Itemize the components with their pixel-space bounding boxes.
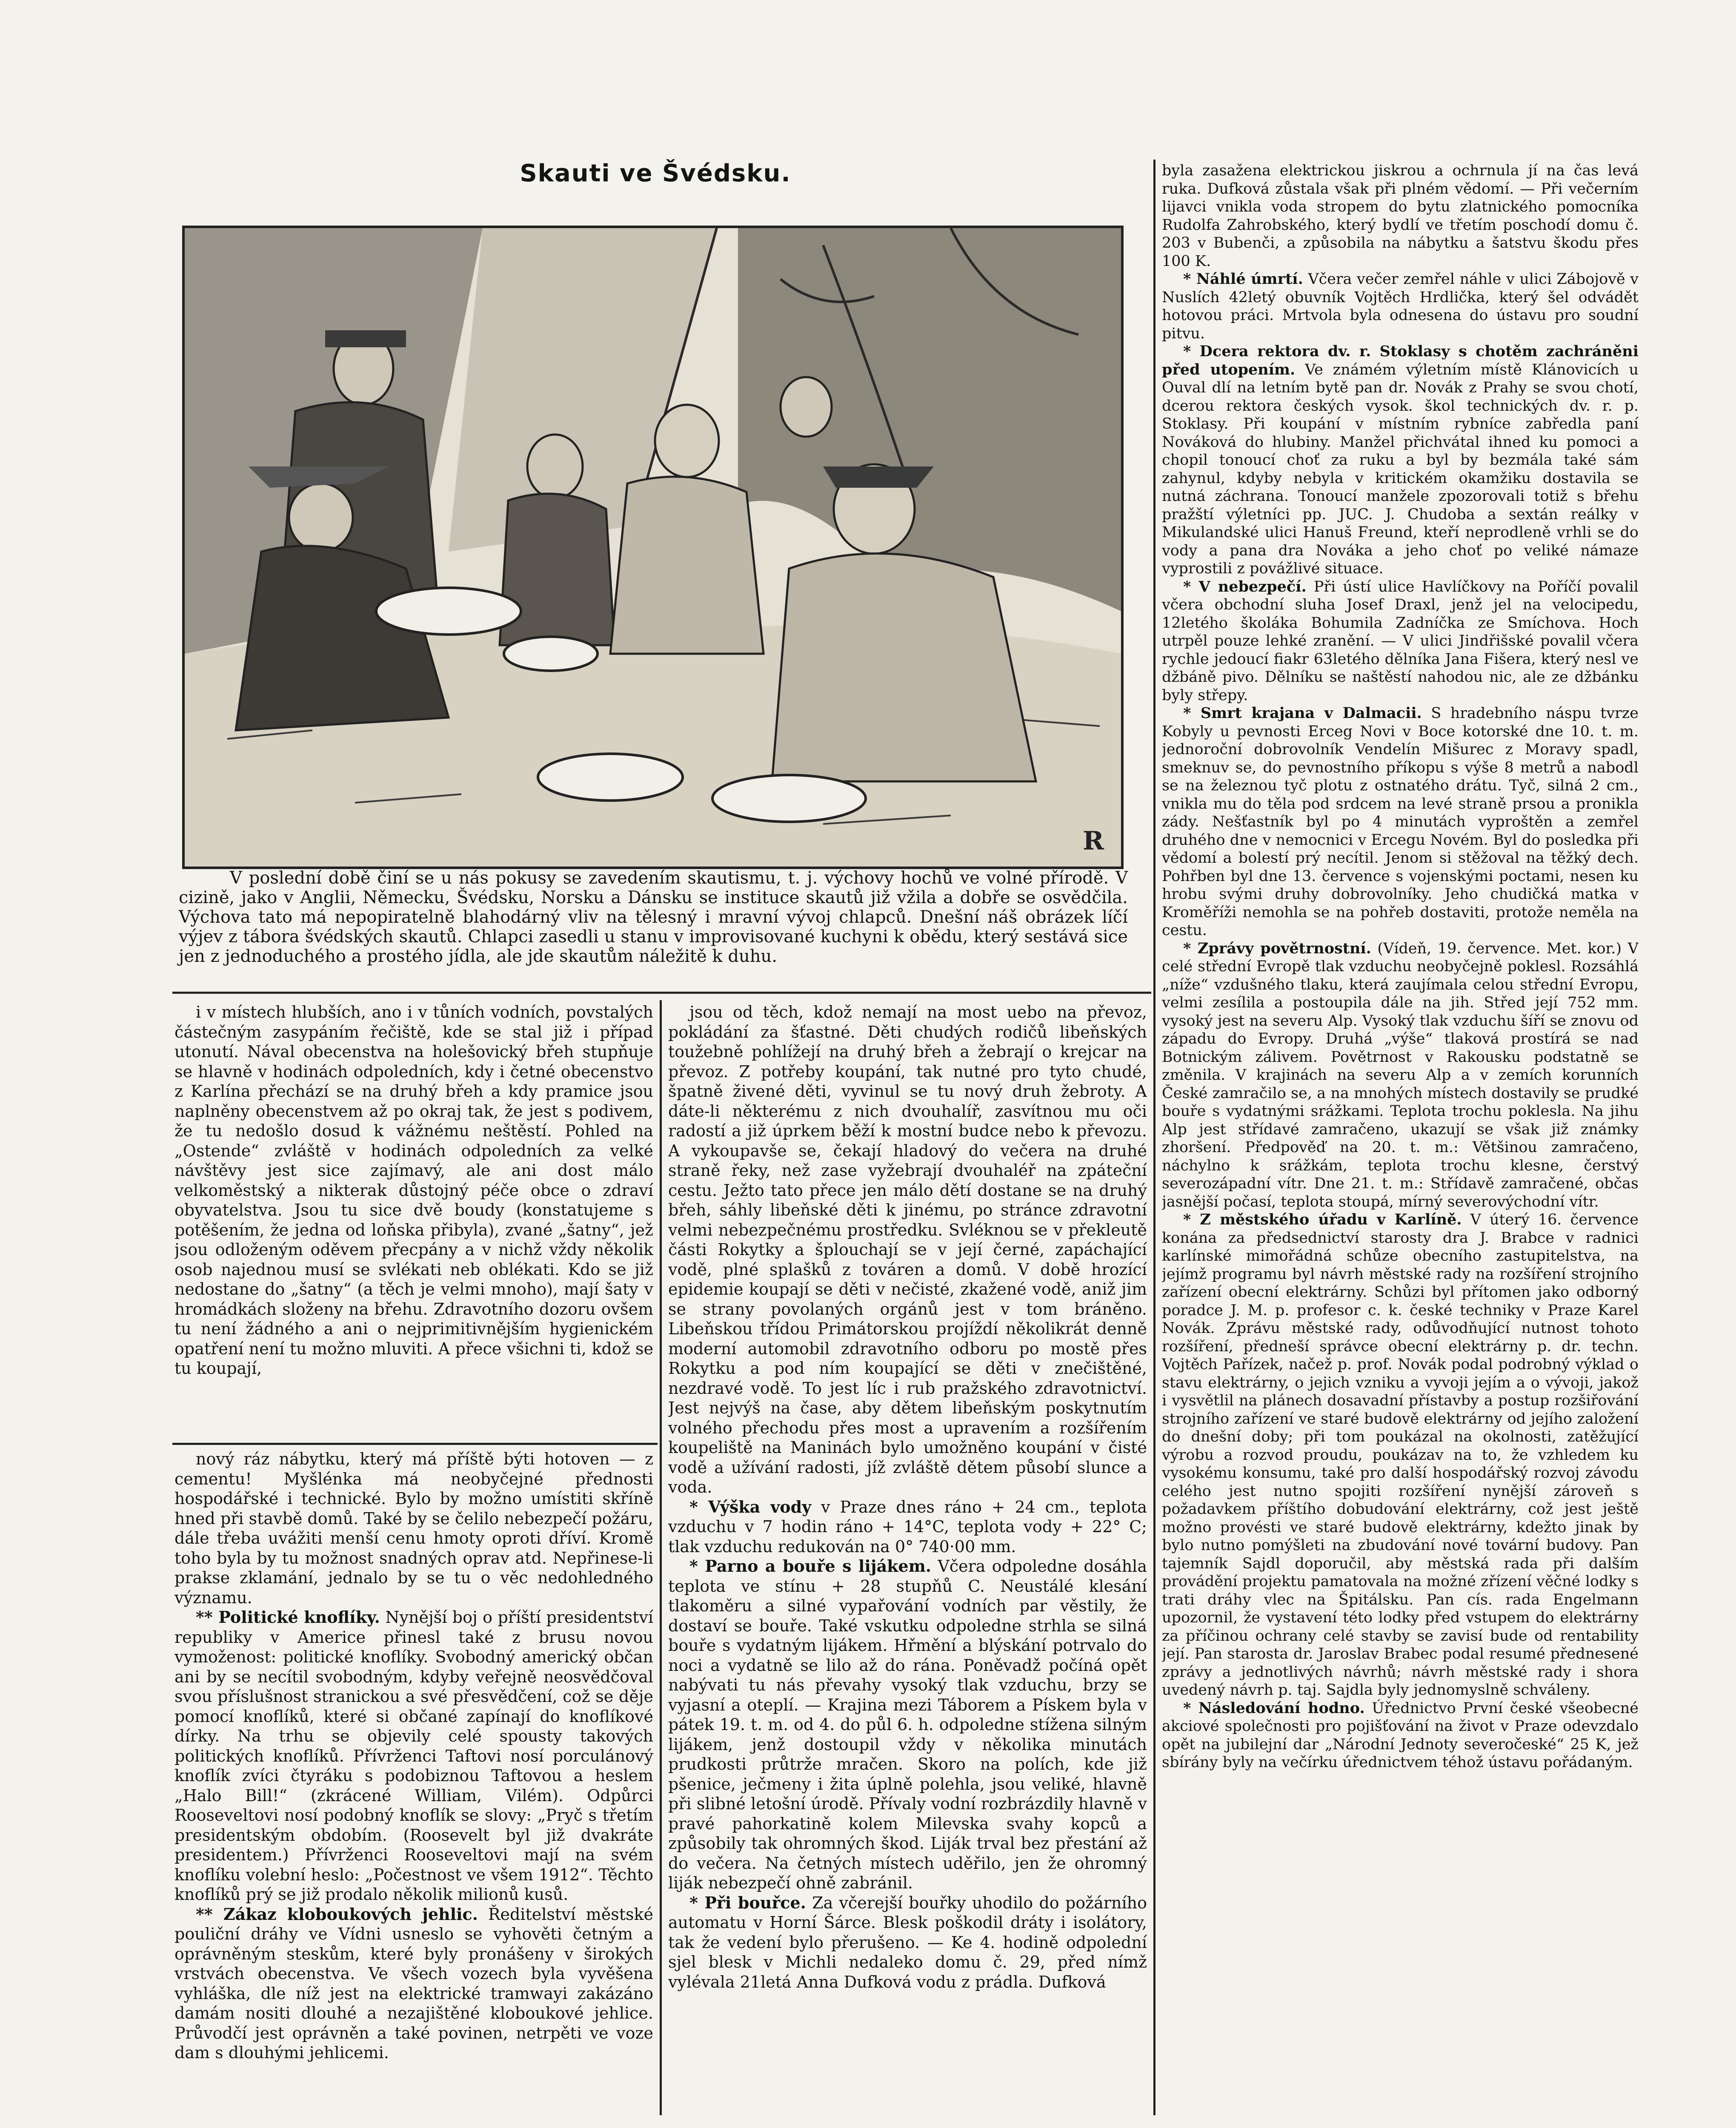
section-divider bbox=[172, 992, 1151, 994]
news-text: Včera odpoledne dosáhla teplota ve stínu + 28 stupňů C. Neustálé klesání tlakoměru a silné vypařování vodních par věstily, že dostaví se bouře. Také vskutku odpoledne strhla se silná bouře s vydatným lijákem. Hřmění a blýskání potrvalo do noci a vydatně se lilo až do rána. Poněvadž počíná opět nabývati tu nás převahy vysoký tlak vzduchu, brzy se vyjasní a oteplí. — Krajina mezi Táborem a Pískem byla v pátek 19. t. m. od 4. do půl 6. h. odpoledne stížena silným lijákem, jenž dostoupil vždy v několika minutách prudkosti průtrže mračen. Skoro na polích, kde již pšenice, ječmeny i žita úplně polehla, jsou veliké, hlavně při slibné letošní úrodě. Přívaly vodní rozbrázdily hlavně v pravé pahorkatině kolem Milevska svahy kopců a způsobily tak ohromných škod. Liják trval bez přestání až do večera. Na četných místech uděřilo, jen že ohromný liják nebezpečí ohně zabránil. bbox=[668, 1557, 1147, 1892]
scouts-eating-drawing bbox=[185, 228, 1121, 867]
news-heading: * V nebezpečí. bbox=[1183, 578, 1307, 595]
news-text: V úterý 16. července konána za předsednictví starosty dra J. Brabce v radnici karlínské mimořádná schůze obecního zastupitelstva, na jejímž programu byl návrh městské rady na rozšíření strojního zařízení obecní elektrárny. Schůzi byl přítomen jako odborný poradce J. M. p. profesor c. k. české techniky v Praze Karel Novák. Zprávu městské rady, odůvodňující nutnost tohoto rozšíření, předneší správce obecní elektrárny p. dr. techn. Vojtěch Pařízek, načež p. prof. Novák podal podrobný výklad o stavu elektrárny, o jejich vzniku a vyvoji jejím a o vývoji, jakož i vysvětlil na plánech dosavadní přístavby a postup rozšiřování strojního zařízení ve staré budově elektrárny od jejího založení do dnešní doby; při tom poukázal na okolnosti, zatěžující výrobu a rozvod proudu, poukázav na to, že vzhledem ku vysokému konsumu, také pro další hospodářský rozvoj závodu celého jest nutno spojiti rozšíření nynější zároveň s požadavkem příštího dobudování elektrárny, což jest ještě možno provésti ve staré budově elektrárny, kdežto jinak by bylo nutno pomýšleti na zbudování nové tovární budovy. Pan tajemník Sajdl doporučil, aby městská rada při dalším provádění projektu pamatovala na možné zřízení věčné lodky s trati dráhy vlec na Špitálsku. Pan cís. rada Engelmann upozornil, že vystavení této lodky před vstupem do elektrárny za příčinou ochrany celé stavby se zavisí bude od rentability její. Pan starosta dr. Jaroslav Brabec podal resumé přednesené zprávy a jednotlivých návrhů; návrh městské rady i shora uvedený návrh p. taj. Sajdla byly jednomyslně schváleny. bbox=[1162, 1211, 1639, 1699]
bleed-through-text bbox=[213, 153, 220, 178]
news-text: Ředitelství městské pouliční dráhy ve Vídni usneslo se vyhověti četným a oprávněným steskům, které byly pronášeny v širokých vrstvách obecenstva. Ve všech vozech byla vyvěšena vyhláška, dle níž jest na elektrické tramwayi zakázáno damám nositi dlouhé a nezajištěné kloboukové jehlice. Průvodčí jest oprávněn a také povinen, netrpěti ve voze dam s dlouhými jehlicemi. bbox=[174, 1905, 653, 2062]
news-heading: ** Politické knoflíky. bbox=[196, 1607, 380, 1627]
illustration-caption: V poslední době činí se u nás pokusy se zavedením skautismu, t. j. výchovy hochů ve volné přírodě. V cizině, jako v Anglii, Německu, Švédsku, Norsku a Dánsku se instituce skautů již vžila a dobře se osvědčila. Výchova tato má nepopiratelně blahodárný vliv na tělesný i mravní vývoj chlapců. Dnešní náš obrázek líčí výjev z tábora švédských skautů. Chlapci zasedli u stanu v improvisované kuchyni k obědu, který sestává sice jen z jednoduchého a prostého jídla, ale jde skautům náležitě k duhu. bbox=[179, 868, 1128, 966]
news-text: (Vídeň, 19. července. Met. kor.) V celé střední Evropě tlak vzduchu neobyčejně poklesl. Rozsáhlá „níže“ vzdušného tlaku, která zaujímala celou střední Evropu, velmi zesílila a postoupila dále na jih. Střed její 752 mm. vysoký jest na severu Alp. Vysoký tlak vzduchu šíří se znovu od západu do Evropy. Druhá „výše“ tlaková prostírá se nad Botnickým zálivem. Povětrnost v Rakousku podstatně se změnila. V krajinách na severu Alp a v zemích korunních České zamračilo se, a na mnohých místech dostavily se prudké bouře s vydatnými srážkami. Teplota trochu poklesla. Na jihu Alp jest střídavé zamračeno, ukazují se však již známky zhoršení. Předpověď na 20. t. m.: Většinou zamračeno, náchylno k srážkám, teplota trochu klesne, čerstvý severozápadní vítr. Dne 21. t. m.: Střídavě zamračené, občas jasnější počasí, teplota stoupá, mírný severovýchodní vítr. bbox=[1162, 940, 1639, 1210]
column-divider bbox=[660, 1000, 662, 2115]
article-paragraph: byla zasažena elektrickou jiskrou a ochrnula jí na čas levá ruka. Dufková zůstala však při plném vědomí. — Při večerním lijavci vnikla voda stropem do bytu zlatnického pomocníka Rudolfa Zahrobského, který bydlí ve třetím poschodí domu č. 203 v Bubenči, a způsobila na nábytku a šatstvu škodu přes 100 K. bbox=[1162, 162, 1639, 270]
news-text: Ve známém výletním místě Klánovicích u Ouval dlí na letním bytě pan dr. Novák z Prahy se svou chotí, dcerou rektora českých vysok. škol technických dv. r. p. Stoklasy. Při koupání v místním rybníce zabředla paní Nováková do hlubiny. Manžel přichvátal ihned ku pomoci a chopil tonoucí choť za ruku a byl by bezmála také sám zahynul, kdyby nebyla v kritickém okamžiku dostavila se nutná záchrana. Tonoucí manžele zpozorovali totiž s břehu pražští výletníci pp. JUC. J. Chudoba a sextán reálky v Mikulandské ulici Hanuš Freund, kteří neprodleně vrhli se do vody a pana dra Nováka a jeho choť po veliké námaze vyprostili z povážlivé situace. bbox=[1162, 361, 1639, 577]
article-paragraph: jsou od těch, kdož nemají na most uebo na převoz, pokládání za šťastné. Děti chudých rodičů libeňských toužebně pohlížejí na druhý břeh a žebrají o krejcar na převoz. Z potřeby koupání, tak nutné pro tyto chudé, špatně živené děti, vyvinul se tu nový druh žebroty. A dáte-li některému z nich dvouhalíř, zasvítnou mu oči radostí a již úprkem běží k mostní budce nebo k převozu. A vykoupavše se, čekají hladový do večera na druhé straně řeky, než zase vyžebrají dvouhaléř na zpáteční cestu. Ježto tato přece jen málo dětí dostane se na druhý břeh, sáhly libeňské děti k jinému, po stránce zdravotní velmi nebezpečnému prostředku. Svléknou se v překleutě části Rokytky a šplouchají se v její černé, zapáchající vodě, plné splašků z továren a domů. V době hrozící epidemie koupají se děti v nečisté, zkažené vodě, aniž jim se strany povolaných orgánů jest v tom bráněno. Libeňskou třídou Primátorskou projíždí několikrát denně moderní automobil zdravotního odboru po mostě přes Rokytku a pod ním koupající se děti v znečištěné, nezdravé vodě. To jest líc i rub pražského zdravotnictví. Jest nejvýš na čase, aby dětem libeňským poskytnutím volného přechodu přes most a upravením a rozšířením koupeliště na Maninách bylo umožněno koupání v čisté vodě a užívání radosti, jíž zvláště dětem působí slunce a voda. bbox=[668, 1003, 1147, 1496]
column-2 bbox=[668, 1002, 1147, 2126]
column-1-bottom bbox=[174, 1449, 653, 2126]
news-heading: * Z městského úřadu v Karlíně. bbox=[1183, 1211, 1462, 1228]
news-heading: * Následování hodno. bbox=[1183, 1699, 1365, 1717]
column-divider bbox=[1153, 160, 1155, 2115]
news-text: Včera večer zemřel náhle v ulici Zábojově v Nuslích 42letý obuvník Vojtěch Hrdlička, který šel odvádět hotovou práci. Mrtvola byla odnesena do ústavu pro soudní pitvu. bbox=[1162, 271, 1639, 342]
column-3 bbox=[1162, 162, 1639, 2126]
news-text: v Praze dnes ráno + 24 cm., teplota vzduchu v 7 hodin ráno + 14°C, teplota vody + 22° C; tlak vzduchu redukován na 0° 740·00 mm. bbox=[668, 1497, 1147, 1556]
news-text: Nynější boj o příští presidentství republiky v Americe přinesl také z brusu novou vymoženost: politické knoflíky. Svobodný americký občan ani by se necítil svobodným, kdyby veřejně neosvědčoval svou příslušnost stranickou a své přesvědčení, což se děje pomocí knoflíků, které si občané zapínají do knoflíkové dírky. Na trhu se objevily celé spousty takových politických knoflíků. Přívrženci Taftovi nosí porculánový knoflík zvíci čtyráku s podobiznou Taftovou a heslem „Halo Bill!“ (zkrácené William, Vilém). Odpůrci Rooseveltovi nosí podobný knoflík se slovy: „Pryč s třetím presidentským obdobím. (Roosevelt byl již dvakráte presidentem.) Přívrženci Rooseveltovi mají na svém knoflíku volební heslo: „Počestnost ve všem 1912“. Těchto knoflíků prý se již prodalo několik milionů kusů. bbox=[174, 1608, 653, 1904]
news-text: Úřednictvo První české všeobecné akciové společnosti pro pojišťování na život v Praze odevzdalo opět na jubilejní dar „Národní Jednoty severočeské“ 25 K, jež sbírány byly na večírku úřednictvem téhož ústavu pořádaným. bbox=[1162, 1699, 1639, 1771]
news-text: Za včerejší bouřky uhodilo do požárního automatu v Horní Šárce. Blesk poškodil dráty i isolátory, tak že vedení bylo přerušeno. — Ke 4. hodině odpolední sjel blesk v Michli nedaleko domu č. 29, před nímž vylévala 21letá Anna Dufková vodu z prádla. Dufková bbox=[668, 1893, 1147, 1991]
illustrator-signature: R bbox=[1083, 826, 1104, 856]
article-title: Skauti ve Švédsku. bbox=[520, 160, 791, 187]
news-heading: * Smrt krajana v Dalmacii. bbox=[1183, 704, 1422, 722]
column-1-top bbox=[174, 1002, 653, 1439]
news-heading: * Výška vody bbox=[689, 1497, 812, 1516]
news-heading: * Parno a bouře s lijákem. bbox=[689, 1556, 932, 1576]
news-heading: * Náhlé úmrtí. bbox=[1183, 270, 1303, 288]
news-heading: * Při bouřce. bbox=[689, 1893, 806, 1912]
news-heading: * Dcera rektora dv. r. Stoklasy s chotěm zachráněni před utopením. bbox=[1162, 343, 1639, 378]
news-text: S hradebního náspu tvrze Kobyly u pevnosti Erceg Novi v Boce kotorské dne 10. t. m. jednoroční dobrovolník Vendelín Mišurec z Moravy spadl, smeknuv se, do pevnostního příkopu s výše 8 metrů a nabodl se na železnou tyč plotu z ostnatého drátu. Tyč, silná 2 cm., vnikla mu do těla pod srdcem na levé straně prsou a pronikla zády. Nešťastník byl po 4 minutách vyproštěn a zemřel druhého dne v nemocnici v Ercegu Novém. Byl do posledka při vědomí a bolestí prý necítil. Jenom si stěžoval na těžký dech. Pohřben byl dne 13. července s vojenskými poctami, nesen ku hrobu svými druhy dobrovolníky. Jeho chudičká matka v Kroměříži nemohla se na pohřeb dostaviti, protože neměla na cestu. bbox=[1162, 705, 1639, 939]
news-heading: ** Zákaz kloboukových jehlic. bbox=[196, 1904, 478, 1924]
article-paragraph: nový ráz nábytku, který má příště býti hotoven — z cementu! Myšlénka má neobyčejné přednosti hospodářské i technické. Bylo by možno umístiti skříně hned při stavbě domů. Také by se čelilo nebezpečí požáru, dále třeba uvážiti menší cenu hmoty oproti dříví. Kromě toho byla by tu možnost snadných oprav atd. Nepřinese-li prakse zklamání, jednalo by se tu o věc nedohledného významu. bbox=[174, 1450, 653, 1607]
section-divider bbox=[172, 1443, 658, 1445]
article-paragraph: i v místech hlubších, ano i v tůních vodních, povstalých částečným zasypáním řečiště, kde se stal již i případ utonutí. Nával obecenstva na holešovický břeh stupňuje se hlavně v hodinách odpoledních, kdy i četné obecenstvo z Karlína přechází se na druhý břeh a kdy pramice jsou naplněny obecenstvem až po okraj tak, že jest s podivem, že tu nedošlo dosud k vážnému neštěstí. Pohled na „Ostende“ zvláště v hodinách odpoledních za velké návštěvy jest sice zajímavý, ale ani dost málo velkoměstský a nikterak důstojný péče obce o zdraví obyvatelstva. Jsou tu sice dvě boudy (konstatujeme s potěšením, že jedna od loňska přibyla), zvané „šatny“, jež jsou odloženým oděvem přecpány a v nichž vždy několik osob najednou musí se svlékati neb oblékati. Kdo se již nedostane do „šatny“ (a těch je velmi mnoho), mají šaty v hromádkách složeny na břehu. Zdravotního dozoru ovšem tu není žádného a ani o nejprimitivnějším hygienickém opatření není tu možno mluviti. A přece všichni ti, kdož se tu koupají, bbox=[174, 1003, 653, 1378]
news-text: Při ústí ulice Havlíčkovy na Poříčí povalil včera obchodní sluha Josef Draxl, jenž jel na velocipedu, 12letého školáka Bohumila Zadníčka ze Smíchova. Hoch utrpěl pouze lehké zranění. — V ulici Jindřišské povalil včera rychle jedoucí fiakr 63letého dělníka Jana Fišera, který nesl ve džbáně pivo. Dělníku se naštěstí nahodou nic, ale ze džbánku byly střepy. bbox=[1162, 578, 1639, 704]
news-heading: * Zprávy povětrnostní. bbox=[1183, 939, 1371, 957]
scout-camp-illustration bbox=[182, 226, 1124, 869]
